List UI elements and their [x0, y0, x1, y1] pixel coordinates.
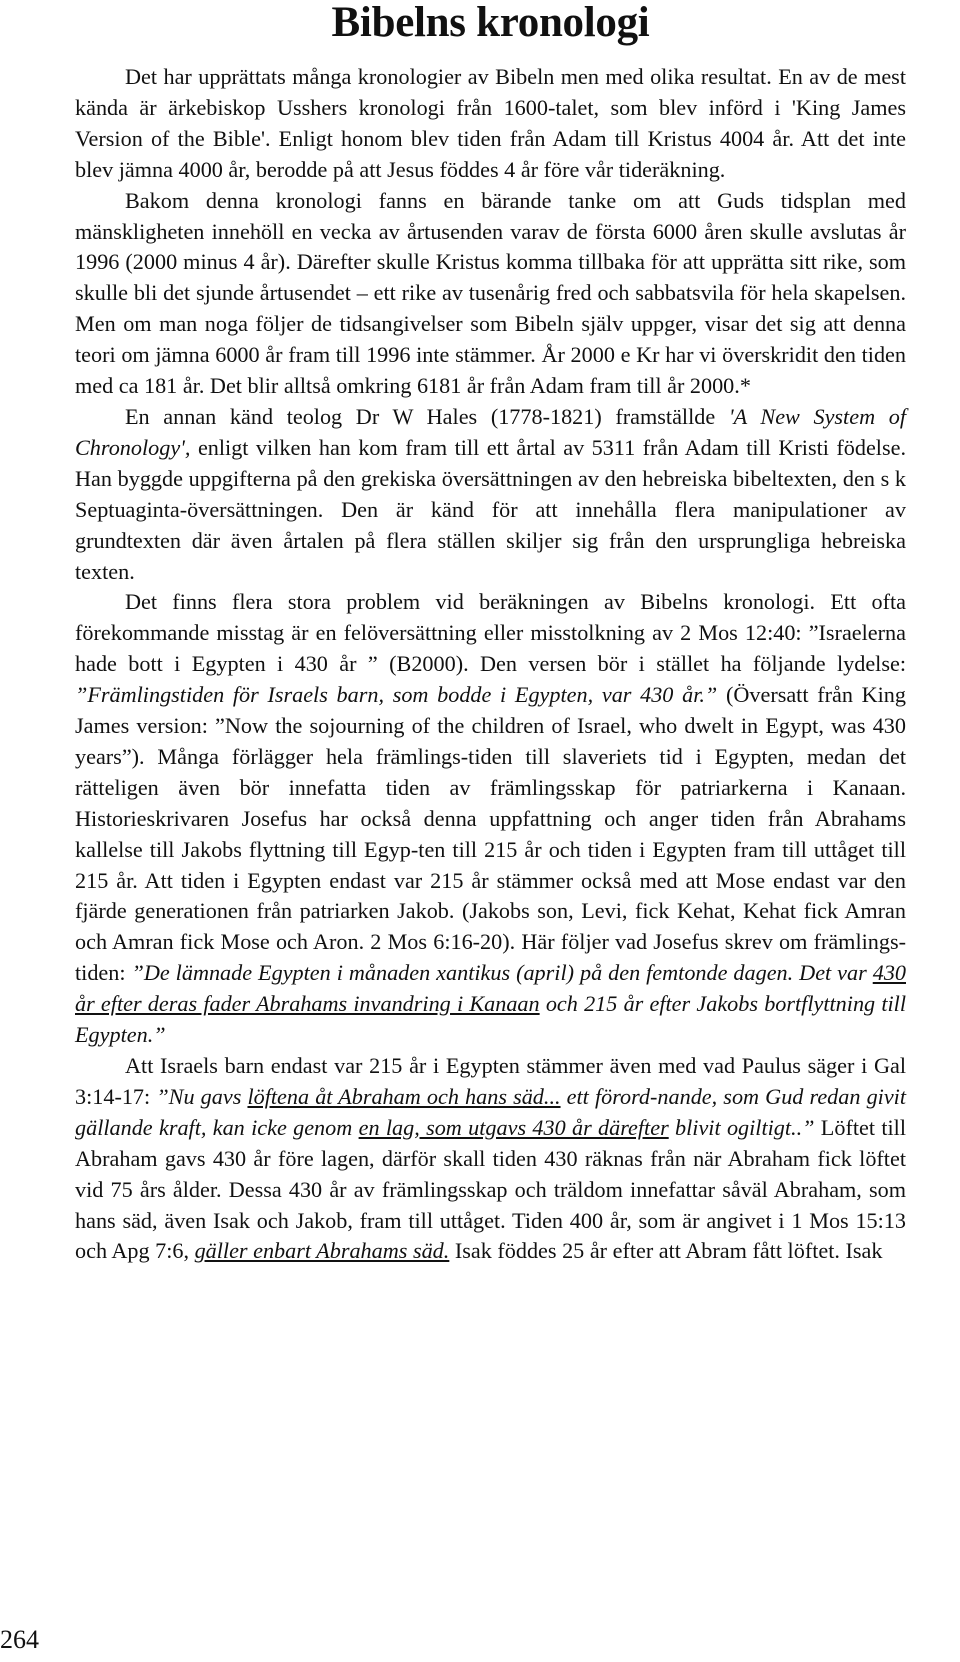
paragraph: [75, 1051, 906, 1267]
italic-text: ett förord-nande, som Gud redan givit gällande kraft, kan icke genom: [75, 1083, 907, 1140]
italic-text: ”Främlingstiden för Israels barn, som bodde i Egypten, var 430 år.”: [75, 682, 718, 708]
underlined-text: 430 år efter deras fader Abrahams invandring i Kanaan: [75, 960, 906, 1017]
body-text: [75, 62, 906, 1267]
page-title: Bibelns kronologi: [331, 0, 650, 46]
italic-text: ”De lämnade Egypten i månaden xantikus (april) på den femtonde dagen. Det var: [131, 960, 873, 986]
underlined-text: en lag, som utgavs 430 år därefter: [358, 1114, 669, 1140]
italic-text: ”Nu gavs: [156, 1083, 248, 1109]
text-span: Det finns flera stora problem vid beräkningen av Bibelns kronologi. Ett ofta förekommande misstag är en felöversättning eller misstolkning av 2 Mos 12:40: ”Israelerna hade bott i Egypten i 430 år ” (B2000). Den versen bör i stället ha följande lydelse:: [75, 589, 906, 677]
underlined-text: löftena åt Abraham och hans säd...: [247, 1083, 561, 1109]
paragraph: [75, 587, 906, 1051]
page-number: 264: [0, 1625, 39, 1654]
text-span: Löftet till Abraham gavs 430 år före lagen, därför skall tiden 430 räknas från när Abraham fick löftet vid 75 års ålder. Dessa 430 år av främlingsskap och träldom innefattar såväl Abraham, som hans säd, även Isak och Jakob, fram till uttåget. Tiden 400 år, som är angivet i 1 Mos 15:13 och Apg 7:6,: [75, 1114, 906, 1264]
text-span: enligt vilken han kom fram till ett årtal av 5311 från Adam till Kristi födelse. Han byggde uppgifterna på den grekiska översättningen av den hebreiska bibeltexten, den s k Septuaginta-översättningen. Den är känd för att innehålla flera manipulationer av grundtexten där även årtalen på flera ställen skiljer sig från den ursprungliga hebreiska texten.: [75, 434, 906, 584]
italic-text: blivit ogiltigt..”: [668, 1114, 815, 1140]
text-span: (Översatt från King James version: ”Now the sojourning of the children of Israel, who dwelt in Egypt, was 430 years”). Många förlägger hela främlings-tiden till slaveriets tid i Egypten, medan det rätteligen även bör innefatta tiden av främlingsskap för patriarkerna i Kanaan. Historieskrivaren Josefus har också denna uppfattning och anger tiden från Abrahams kallelse till Jakobs flyttning till Egyp-ten till 215 år och tiden i Egypten fram till uttåget till 215 år. Att tiden i Egypten endast var 215 år stämmer också med att Mose endast var den fjärde generationen från patriarken Jakob. (Jakobs son, Levi, fick Kehat, Kehat fick Amran och Amran fick Mose och Aron. 2 Mos 6:16-20). Här följer vad Josefus skrev om främlings-tiden:: [75, 682, 906, 986]
text-span: En annan känd teolog Dr W Hales (1778-1821) framställde: [125, 403, 729, 429]
italic-text: och 215 år efter Jakobs bortflyttning till Egypten.”: [75, 991, 906, 1048]
text-span: Det har upprättats många kronologier av Bibeln men med olika resultat. En av de mest kända är ärkebiskop Usshers kronologi från 1600-talet, som blev införd i 'King James Version of the Bible'. Enligt honom blev tiden från Adam till Kristus 4004 år. Att det inte blev jämna 4000 år, berodde på att Jesus föddes 4 år före vår tideräkning.: [75, 64, 906, 182]
underlined-text: gäller enbart Abrahams säd.: [194, 1238, 450, 1264]
text-span: Isak föddes 25 år efter att Abram fått löftet. Isak: [449, 1238, 883, 1264]
italic-text: 'A New System of Chronology',: [75, 403, 907, 460]
paragraph: [75, 62, 906, 186]
paragraph: [75, 402, 906, 587]
document-page: [75, 0, 906, 1267]
text-span: Bakom denna kronologi fanns en bärande tanke om att Guds tidsplan med mänskligheten innehöll en vecka av årtusenden varav de första 6000 åren skulle avslutas år 1996 (2000 minus 4 år). Därefter skulle Kristus komma tillbaka för att upprätta sitt rike, som skulle bli det sjunde årtusendet – ett rike av tusenårig fred och sabbatsvila för hela skapelsen. Men om man noga följer de tidsangivelser som Bibeln själv uppger, visar det sig att denna teori om jämna 6000 år fram till 1996 inte stämmer. År 2000 e Kr har vi överskridit den tiden med ca 181 år. Det blir alltså omkring 6181 år från Adam fram till år 2000.*: [75, 187, 906, 399]
paragraph: [75, 186, 906, 402]
text-span: Att Israels barn endast var 215 år i Egypten stämmer även med vad Paulus säger i Gal 3:14-17:: [75, 1053, 906, 1109]
